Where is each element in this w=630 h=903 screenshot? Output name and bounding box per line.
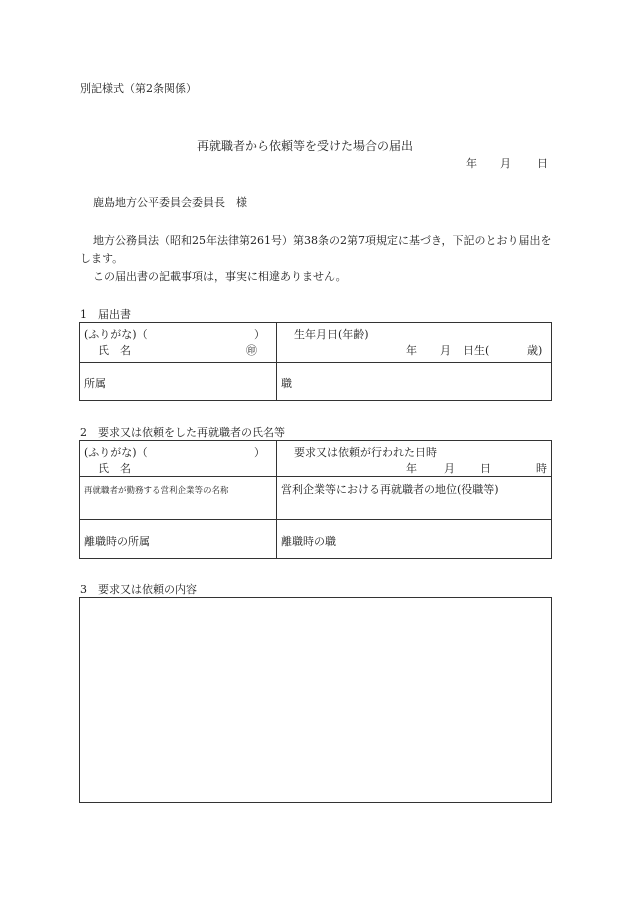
date-day-label: 日 xyxy=(537,157,548,170)
s1-age-close: 歳) xyxy=(527,344,543,357)
s1-birthdate-label: 生年月日(年齢) xyxy=(294,328,369,341)
s2-req-month: 月 xyxy=(444,462,455,475)
s2-request-datetime-label: 要求又は依頼が行われた日時 xyxy=(294,446,437,459)
date-year-label: 年 xyxy=(466,157,477,170)
section2-heading: 2 要求又は依頼をした再就職者の氏名等 xyxy=(80,426,285,439)
s2-req-day: 日 xyxy=(480,462,491,475)
section1-divider-horizontal xyxy=(79,362,552,363)
seal-mark: ㊞ xyxy=(246,344,257,357)
date-month-label: 月 xyxy=(500,157,511,170)
section3-heading: 3 要求又は依頼の内容 xyxy=(80,583,197,596)
s1-birth-day: 日生( xyxy=(463,344,490,357)
s2-company-name-label: 再就職者が勤務する営利企業等の名称 xyxy=(84,486,229,496)
addressee: 鹿島地方公平委員会委員長 様 xyxy=(93,196,247,209)
s1-furigana-close: ） xyxy=(254,328,265,341)
s2-furigana-label: (ふりがな)（ xyxy=(84,446,148,459)
body-paragraph-1-line-1: 地方公務員法（昭和25年法律第261号）第38条の2第7項規定に基づき，下記のとおり届出を xyxy=(93,234,552,247)
form-label: 別記様式（第2条関係） xyxy=(80,82,197,95)
body-paragraph-2: この届出書の記載事項は，事実に相違ありません。 xyxy=(93,270,347,283)
section2-divider-vertical xyxy=(276,440,277,559)
s2-former-affiliation-label: 離職時の所属 xyxy=(84,535,150,548)
s2-furigana-close: ） xyxy=(254,446,265,459)
s1-name-label: 氏 名 xyxy=(98,344,131,357)
s1-furigana-label: (ふりがな)（ xyxy=(84,328,148,341)
s1-birth-month: 月 xyxy=(440,344,451,357)
body-paragraph-1-line-2: します。 xyxy=(80,252,124,265)
s1-affiliation-label: 所属 xyxy=(84,377,106,390)
section3-content-box[interactable] xyxy=(79,597,552,803)
section1-heading: 1 届出書 xyxy=(80,308,131,321)
s2-req-year: 年 xyxy=(406,462,417,475)
s1-birth-year: 年 xyxy=(406,344,417,357)
s2-company-position-label: 営利企業等における再就職者の地位(役職等) xyxy=(281,483,499,496)
section2-divider-horizontal-1 xyxy=(79,476,552,477)
s2-name-label: 氏 名 xyxy=(98,462,131,475)
s1-position-label: 職 xyxy=(281,377,292,390)
page-title: 再就職者から依頼等を受けた場合の届出 xyxy=(197,139,414,153)
section2-divider-horizontal-2 xyxy=(79,519,552,520)
s2-former-position-label: 離職時の職 xyxy=(281,535,336,548)
s2-req-hour: 時 xyxy=(536,462,547,475)
